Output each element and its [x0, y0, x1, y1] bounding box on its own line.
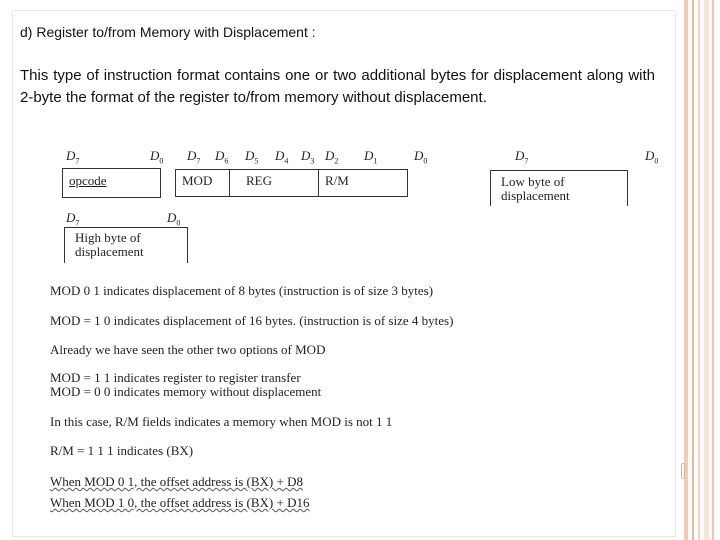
note-line: R/M = 1 1 1 indicates (BX)	[50, 443, 194, 458]
note-line: When MOD 0 1, the offset address is (BX) + D8	[50, 474, 303, 489]
bit-label-d4: $D_4$	[275, 148, 289, 166]
bit-label-d0: $D_0$	[645, 148, 659, 166]
note-line: MOD = 0 0 indicates memory without displacement	[50, 384, 322, 399]
note-line: MOD = 1 0 indicates displacement of 16 bytes. (instruction is of size 4 bytes)	[50, 313, 454, 328]
high-byte-displacement-field: High byte of displacement	[64, 227, 188, 263]
slide-paragraph: This type of instruction format contains one or two additional bytes for displacement along with 2-byte the format of the register to/from memory without displacement.	[20, 67, 655, 106]
bit-label-d2: $D_2$	[325, 148, 339, 166]
slide-heading: d) Register to/from Memory with Displacement :	[20, 24, 316, 40]
bit-label-d7: $D_7$	[66, 210, 80, 228]
bit-label-d5: $D_5$	[245, 148, 259, 166]
opcode-field: opcode	[62, 168, 161, 198]
note-line: Already we have seen the other two options of MOD	[50, 342, 326, 357]
slide-frame-decoration	[676, 0, 720, 540]
bit-label-d1: $D_1$	[364, 148, 378, 166]
bit-label-d7: $D_7$	[66, 148, 80, 166]
note-line: MOD 0 1 indicates displacement of 8 bytes (instruction is of size 3 bytes)	[50, 283, 434, 298]
bit-label-d7: $D_7$	[515, 148, 529, 166]
side-mark	[681, 463, 685, 479]
note-line: When MOD 1 0, the offset address is (BX) + D16	[50, 495, 310, 510]
bit-label-d6: $D_6$	[215, 148, 229, 166]
bit-label-d0: $D_0$	[414, 148, 428, 166]
reg-field: REG	[229, 169, 319, 197]
bit-label-d3: $D_3$	[301, 148, 315, 166]
rm-field: R/M	[318, 169, 408, 197]
note-line: MOD = 1 1 indicates register to register transfer	[50, 370, 301, 385]
bit-label-d0: $D_0$	[167, 210, 181, 228]
note-line: In this case, R/M fields indicates a memory when MOD is not 1 1	[50, 414, 393, 429]
bit-label-d7: $D_7$	[187, 148, 201, 166]
mod-field: MOD	[175, 169, 230, 197]
bit-label-d0: $D_0$	[150, 148, 164, 166]
low-byte-displacement-field: Low byte of displacement	[490, 170, 628, 206]
